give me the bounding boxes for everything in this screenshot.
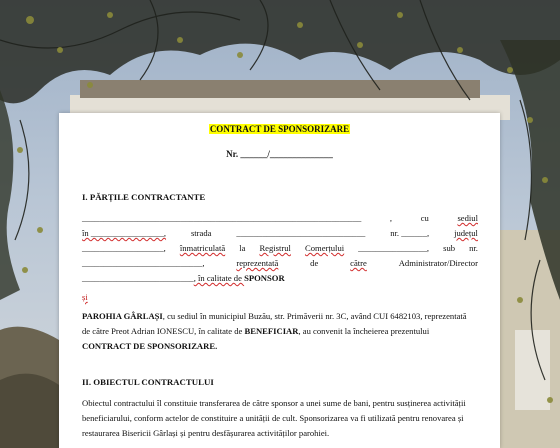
text-span: către [350, 258, 367, 268]
document-title [59, 125, 500, 134]
sponsor-line-4 [82, 259, 478, 268]
text-span: , [389, 213, 393, 223]
sponsor-line-2 [82, 229, 478, 238]
beneficiary-line-2 [82, 327, 478, 336]
object-line-3: restaurarea Bisericii Gârlași și pentru desfășurarea activităților parohiei. [82, 428, 330, 438]
text-span: , au convenit la încheierea prezentului [298, 326, 430, 336]
contract-document [59, 113, 500, 448]
text-span: reprezentată [236, 258, 279, 268]
text-span: ___________________, [82, 243, 166, 253]
text-span: de către Preot Adrian IONESCU, în calitate de [82, 326, 245, 336]
text-span: de [310, 258, 319, 268]
text-span: Comerțului [304, 243, 345, 253]
beneficiary-line-3: CONTRACT DE SPONSORIZARE. [82, 341, 218, 351]
text-span: , în calitate de [193, 273, 245, 283]
conjunction-and: și [82, 292, 88, 302]
contract-number-line: Nr. ______/______________ [226, 149, 333, 159]
text-span: ____________________________, [82, 258, 205, 268]
text-span: ______________________________ [236, 228, 366, 238]
text-span: cu [420, 213, 429, 223]
sponsor-line-1 [82, 214, 478, 223]
text-span: județul [454, 228, 478, 238]
text-span: Registrul [259, 243, 291, 253]
text-span: _________________________________________________________________ [82, 213, 362, 223]
beneficiary-line-1 [82, 312, 478, 321]
sponsor-line-3 [82, 244, 478, 253]
text-span: la [239, 243, 246, 253]
text-span: sediul [457, 213, 478, 223]
section-heading-object: II. OBIECTUL CONTRACTULUI [82, 377, 214, 387]
text-span: nr. [469, 243, 478, 253]
beneficiary-role: BENEFICIAR [244, 326, 299, 336]
text-span: înmatriculată [179, 243, 226, 253]
text-span: Administrator/Director [398, 258, 478, 268]
text-span: strada [190, 228, 212, 238]
text-span: nr. ______, [390, 228, 430, 238]
text-span: sub [443, 243, 456, 253]
text-span: __________________________ [82, 273, 194, 283]
section-heading-parties: I. PĂRȚILE CONTRACTANTE [82, 192, 206, 202]
beneficiary-name: PAROHIA GÂRLAȘI [82, 311, 163, 321]
text-span: în _________________, [82, 228, 167, 238]
object-line-1: Obiectul contractului îl constituie transferarea de către sponsor a unei sume de bani, pentru susținerea activității [82, 398, 466, 408]
sponsor-line-5 [82, 274, 478, 283]
text-span: ________________, [358, 243, 430, 253]
sponsor-role: SPONSOR [244, 273, 285, 283]
object-line-2: beneficiarului, conform actelor de constituire a unității de cult. Sponsorizarea va fi utilizată pentru renovarea și [82, 413, 464, 423]
text-span: , cu sediul în municipiul Buzău, str. Primăverii nr. 3C, având CUI 6482103, reprezentată [162, 311, 467, 321]
document-title-text: CONTRACT DE SPONSORIZARE [209, 124, 350, 134]
